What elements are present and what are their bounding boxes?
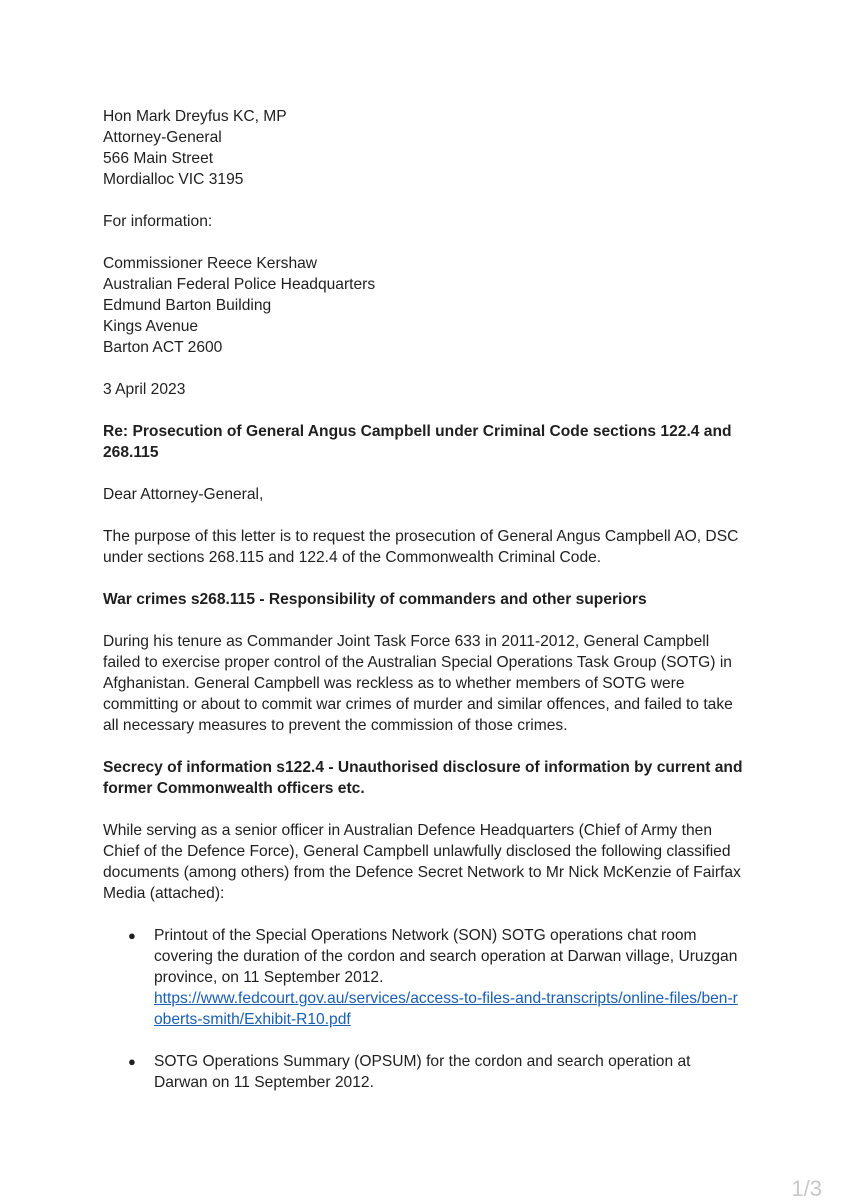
letter-body <box>103 106 763 1093</box>
address-line: Hon Mark Dreyfus KC, MP <box>103 108 287 125</box>
disclosed-documents-list <box>103 925 763 1093</box>
intro-paragraph <box>103 526 763 568</box>
paragraph-line: Media (attached): <box>103 885 225 902</box>
list-item-line: SOTG Operations Summary (OPSUM) for the cordon and search operation at <box>154 1053 691 1070</box>
paragraph-line: During his tenure as Commander Joint Task Force 633 in 2011-2012, General Campbell <box>103 633 710 650</box>
paragraph-line: While serving as a senior officer in Australian Defence Headquarters (Chief of Army then <box>103 822 713 839</box>
address-line: 566 Main Street <box>103 150 214 167</box>
section-heading-war-crimes: War crimes s268.115 - Responsibility of commanders and other superiors <box>103 591 647 608</box>
subject-line-text: 268.115 <box>103 444 159 461</box>
for-information-label: For information: <box>103 213 213 230</box>
letter-date: 3 April 2023 <box>103 381 186 398</box>
list-spacer <box>103 1030 763 1051</box>
bullet-icon: ● <box>128 1054 136 1069</box>
list-item-line: province, on 11 September 2012. <box>154 969 384 986</box>
cc-address <box>103 253 763 358</box>
exhibit-link[interactable] <box>154 988 763 1030</box>
list-item-line: Darwan on 11 September 2012. <box>154 1074 374 1091</box>
paragraph-line: documents (among others) from the Defence Secret Network to Mr Nick McKenzie of Fairfax <box>103 864 741 881</box>
intro-line: The purpose of this letter is to request the prosecution of General Angus Campbell AO, DSC <box>103 528 739 545</box>
paragraph-line: all necessary measures to prevent the commission of those crimes. <box>103 717 568 734</box>
subject-line <box>103 421 763 463</box>
subject-line-text: Re: Prosecution of General Angus Campbell under Criminal Code sections 122.4 and <box>103 423 732 440</box>
section-heading-secrecy <box>103 757 763 799</box>
bullet-icon: ● <box>128 928 136 943</box>
list-item <box>103 1051 763 1093</box>
link-line[interactable]: oberts-smith/Exhibit-R10.pdf <box>154 1011 351 1028</box>
paragraph-line: committing or about to commit war crimes of murder and similar offences, and failed to take <box>103 696 733 713</box>
paragraph-line: Chief of the Defence Force), General Campbell unlawfully disclosed the following classified <box>103 843 731 860</box>
secrecy-paragraph <box>103 820 763 904</box>
heading-line: former Commonwealth officers etc. <box>103 780 365 797</box>
heading-line: Secrecy of information s122.4 - Unauthorised disclosure of information by current and <box>103 759 743 776</box>
link-line[interactable]: https://www.fedcourt.gov.au/services/access-to-files-and-transcripts/online-files/ben-r <box>154 990 738 1007</box>
page-indicator: 1/3 <box>791 1176 822 1200</box>
address-line: Mordialloc VIC 3195 <box>103 171 244 188</box>
address-line: Attorney-General <box>103 129 222 146</box>
cc-address-line: Commissioner Reece Kershaw <box>103 255 318 272</box>
list-item-line: Printout of the Special Operations Network (SON) SOTG operations chat room <box>154 927 697 944</box>
paragraph-line: failed to exercise proper control of the Australian Special Operations Task Group (SOTG) in <box>103 654 732 671</box>
cc-address-line: Australian Federal Police Headquarters <box>103 276 376 293</box>
recipient-address <box>103 106 763 190</box>
war-crimes-paragraph <box>103 631 763 736</box>
paragraph-line: Afghanistan. General Campbell was reckless as to whether members of SOTG were <box>103 675 685 692</box>
cc-address-line: Kings Avenue <box>103 318 199 335</box>
cc-address-line: Edmund Barton Building <box>103 297 272 314</box>
salutation: Dear Attorney-General, <box>103 486 264 503</box>
intro-line: under sections 268.115 and 122.4 of the Commonwealth Criminal Code. <box>103 549 602 566</box>
list-item-line: covering the duration of the cordon and search operation at Darwan village, Uruzgan <box>154 948 738 965</box>
list-item <box>103 925 763 1030</box>
cc-address-line: Barton ACT 2600 <box>103 339 223 356</box>
